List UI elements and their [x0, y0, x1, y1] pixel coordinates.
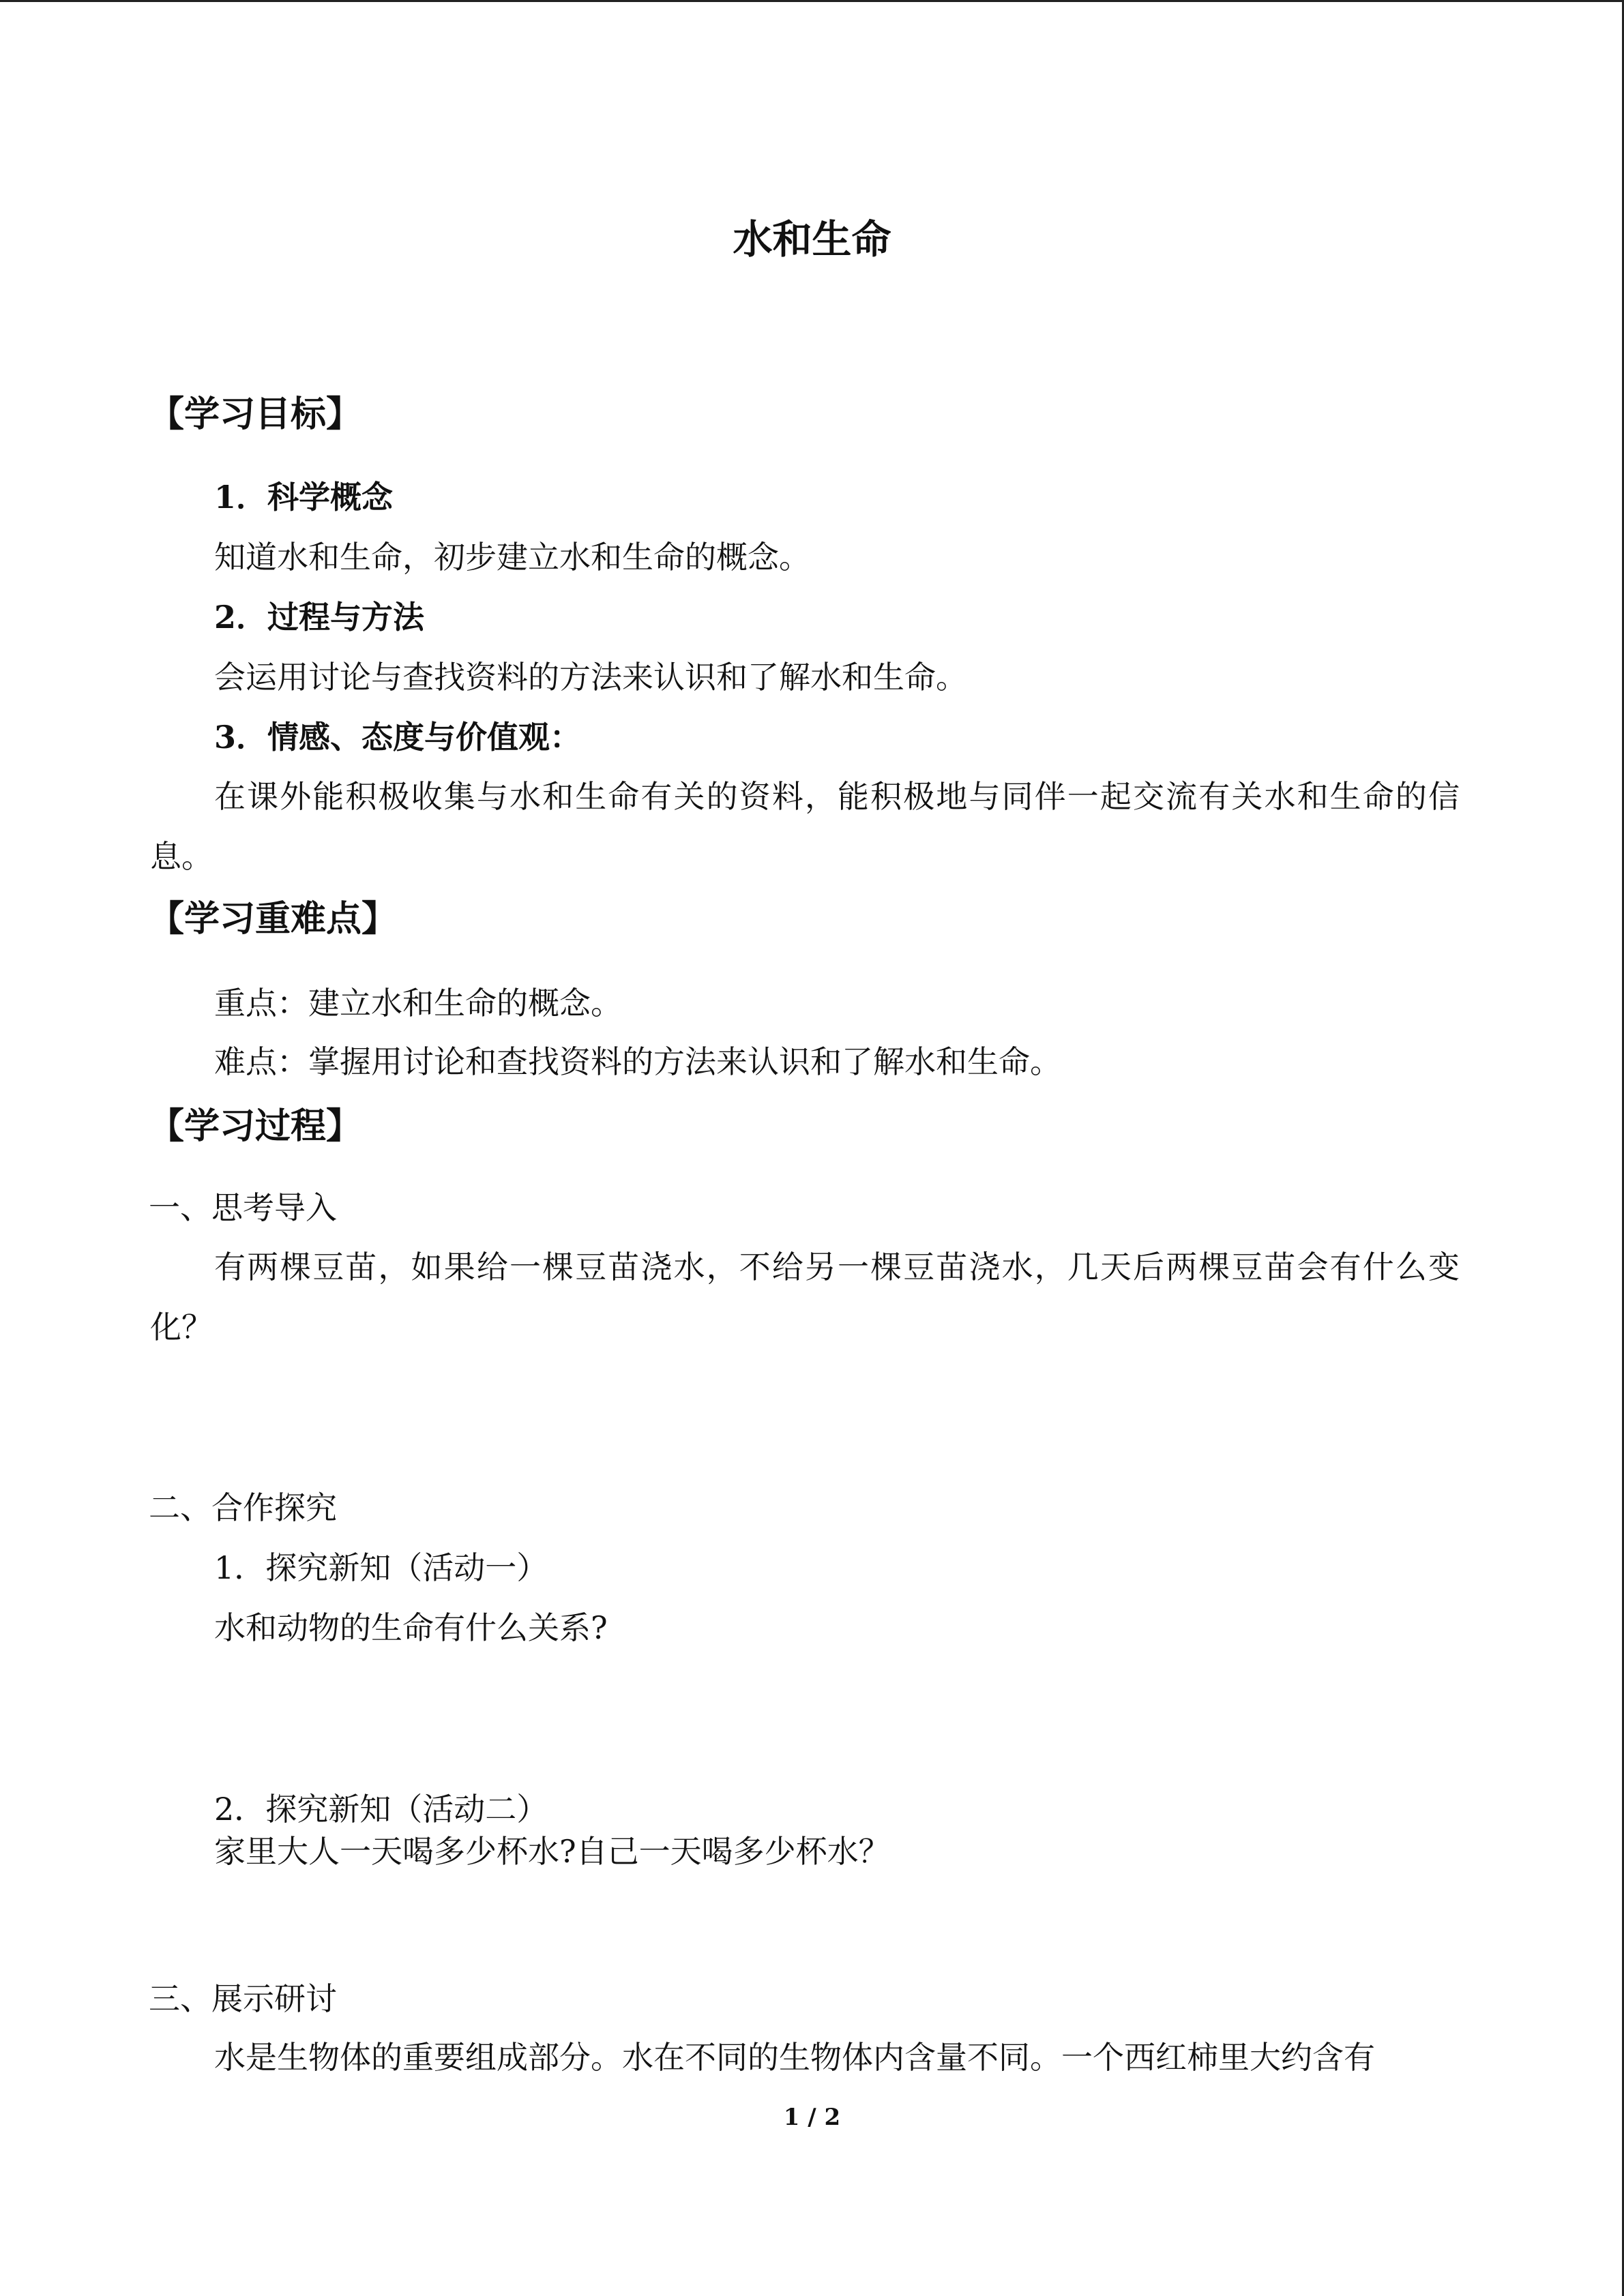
- part1-text: 有两棵豆苗，如果给一棵豆苗浇水，不给另一棵豆苗浇水，几天后两棵豆苗会有什么变化？: [150, 1249, 1460, 1345]
- goal-text-2: 会运用讨论与查找资料的方法来认识和了解水和生命。: [214, 659, 967, 696]
- key-point-text: 重点：建立水和生命的概念。: [214, 985, 622, 1022]
- goal-label-2: 2．过程与方法: [214, 599, 425, 636]
- part1-heading: 一、思考导入: [149, 1189, 337, 1226]
- goal-text-1: 知道水和生命，初步建立水和生命的概念。: [214, 539, 810, 576]
- page-number: 1 / 2: [783, 2104, 841, 2131]
- activity1-question: 水和动物的生命有什么关系?: [214, 1609, 608, 1646]
- document-title: 水和生命: [733, 216, 891, 263]
- page-border-top: [0, 0, 1624, 2]
- section-heading-goals: 【学习目标】: [149, 393, 362, 435]
- section-heading-keypoints: 【学习重难点】: [149, 898, 398, 940]
- section-heading-process: 【学习过程】: [149, 1105, 362, 1147]
- part3-heading: 三、展示研讨: [149, 1980, 337, 2017]
- difficult-point-text: 难点：掌握用讨论和查找资料的方法来认识和了解水和生命。: [214, 1043, 1061, 1080]
- part2-heading: 二、合作探究: [149, 1489, 337, 1526]
- activity2-label: 2．探究新知（活动二）: [214, 1791, 548, 1828]
- goal-label-3: 3．情感、态度与价值观：: [214, 719, 582, 756]
- goal-label-1: 1．科学概念: [214, 479, 394, 516]
- activity1-label: 1．探究新知（活动一）: [214, 1549, 548, 1586]
- goal-text-3: 在课外能积极收集与水和生命有关的资料，能积极地与同伴一起交流有关水和生命的信息。: [150, 778, 1460, 875]
- activity2-question: 家里大人一天喝多少杯水?自己一天喝多少杯水？: [214, 1833, 890, 1870]
- part3-text: 水是生物体的重要组成部分。水在不同的生物体内含量不同。一个西红柿里大约含有: [214, 2039, 1375, 2076]
